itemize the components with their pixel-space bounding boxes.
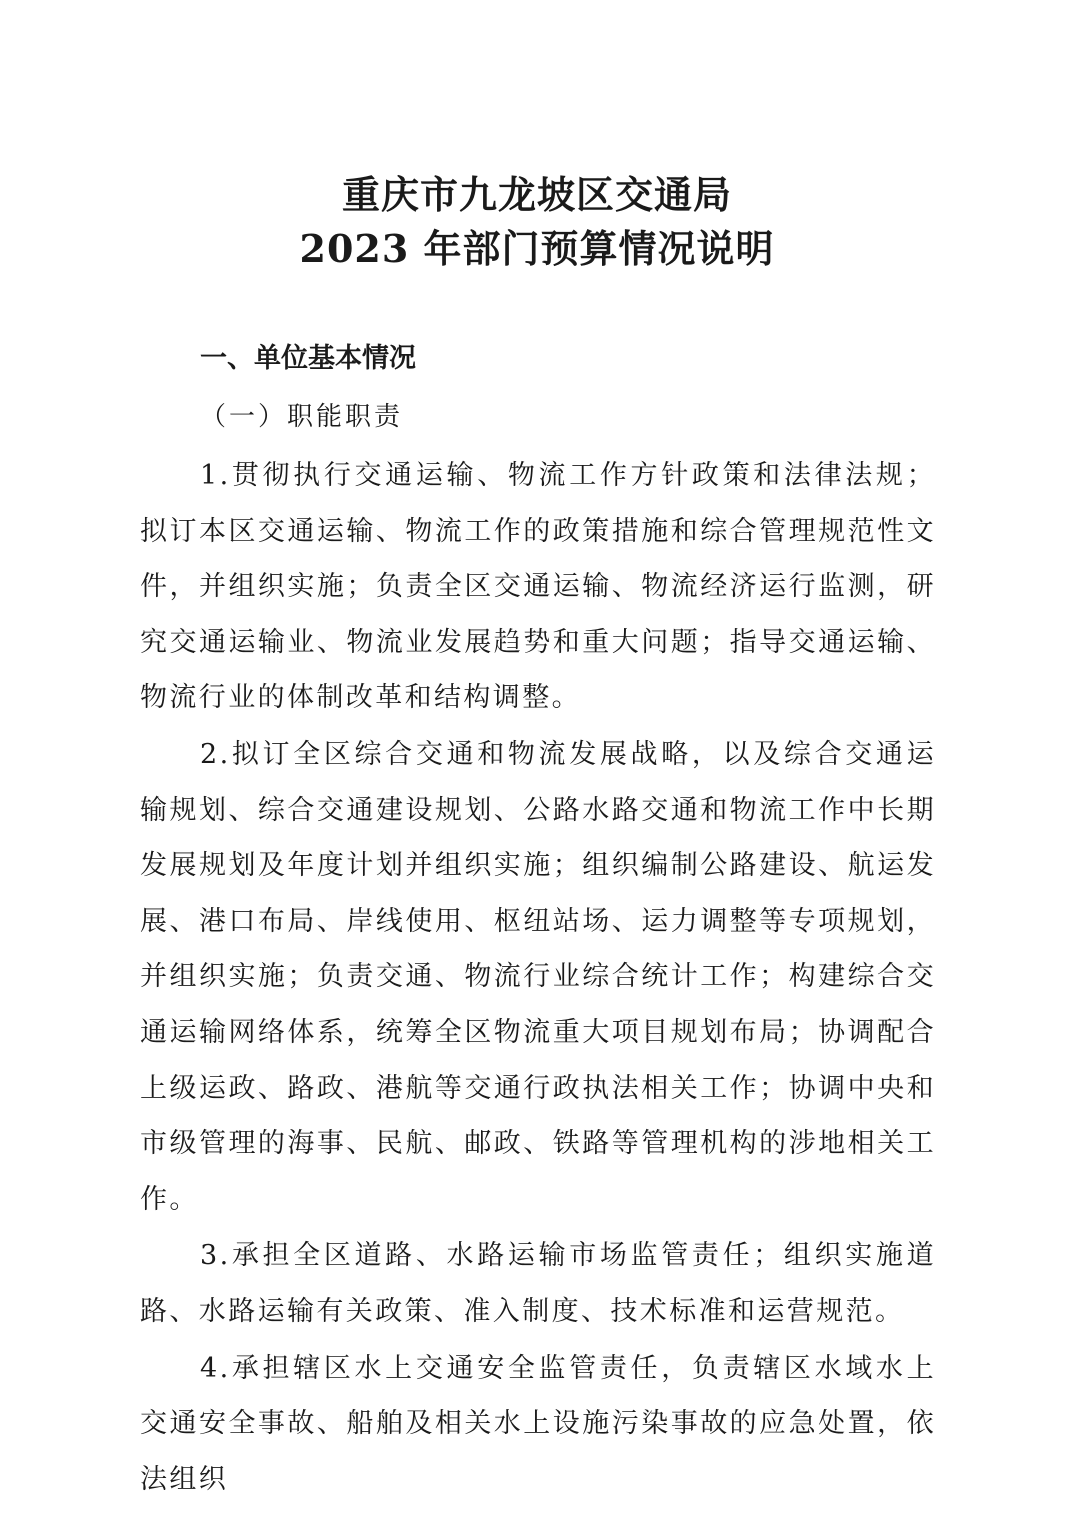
document-title-line-1: 重庆市九龙坡区交通局 bbox=[341, 172, 732, 217]
paragraph-1: 1.贯彻执行交通运输、物流工作方针政策和法律法规；拟订本区交通运输、物流工作的政策措施和综合管理规范性文件，并组织实施；负责全区交通运输、物流经济运行监测，研究交通运输业、物流业发展趋势和重大问题；指导交通运输、物流行业的体制改革和结构调整。 bbox=[140, 460, 936, 714]
subsection-heading: （一）职能职责 bbox=[200, 402, 404, 432]
paragraph-4: 4.承担辖区水上交通安全监管责任，负责辖区水域水上交通安全事故、船舶及相关水上设施污染事故的应急处置，依法组织 bbox=[140, 1352, 936, 1495]
paragraph-2: 2.拟订全区综合交通和物流发展战略，以及综合交通运输规划、综合交通建设规划、公路水路交通和物流工作中长期发展规划及年度计划并组织实施；组织编制公路建设、航运发展、港口布局、岸线使用、枢纽站场、运力调整等专项规划，并组织实施；负责交通、物流行业综合统计工作；构建综合交通运输网络体系，统筹全区物流重大项目规划布局；协调配合上级运政、路政、港航等交通行政执法相关工作；协调中央和市级管理的海事、民航、邮政、铁路等管理机构的涉地相关工作。 bbox=[140, 738, 936, 1215]
document-title-line-2: 2023 年部门预算情况说明 bbox=[299, 226, 775, 271]
paragraph-3: 3.承担全区道路、水路运输市场监管责任；组织实施道路、水路运输有关政策、准入制度、技术标准和运营规范。 bbox=[140, 1240, 936, 1327]
section-heading: 一、单位基本情况 bbox=[200, 343, 416, 374]
document-body bbox=[140, 448, 936, 1508]
